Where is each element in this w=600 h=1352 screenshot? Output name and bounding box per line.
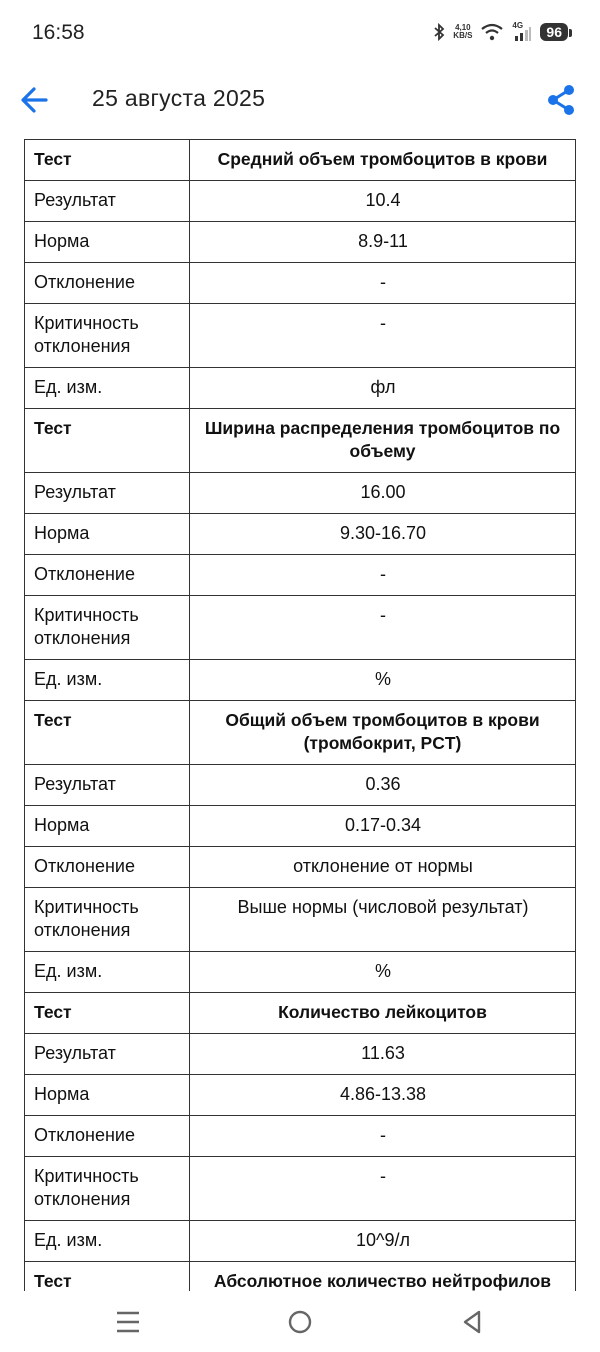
criticality-value: - (190, 596, 576, 660)
results-table (24, 139, 576, 1344)
unit-value: фл (190, 368, 576, 409)
table-row-unit (25, 660, 576, 701)
row-label: Результат (25, 765, 190, 806)
table-row-result (25, 473, 576, 514)
criticality-value: Выше нормы (числовой результат) (190, 888, 576, 952)
table-row-criticality (25, 304, 576, 368)
status-time: 16:58 (32, 21, 85, 44)
status-icons (433, 22, 568, 42)
row-label: Ед. изм. (25, 368, 190, 409)
menu-icon[interactable] (113, 1307, 143, 1337)
status-bar (0, 0, 600, 66)
app-bar (0, 66, 600, 134)
deviation-value: отклонение от нормы (190, 847, 576, 888)
result-value: 16.00 (190, 473, 576, 514)
table-row-result (25, 765, 576, 806)
row-label: Тест (25, 701, 190, 765)
table-row-norm (25, 806, 576, 847)
page-title: 25 августа 2025 (92, 85, 266, 111)
table-row-deviation (25, 555, 576, 596)
row-label: Отклонение (25, 263, 190, 304)
arrow-left-icon[interactable] (16, 82, 52, 118)
norm-value: 8.9-11 (190, 222, 576, 263)
table-row-criticality (25, 1157, 576, 1221)
row-label: Отклонение (25, 1116, 190, 1157)
net-speed: 4,10 KB/S (453, 23, 473, 40)
deviation-value: - (190, 555, 576, 596)
row-label: Норма (25, 806, 190, 847)
table-row-deviation (25, 847, 576, 888)
row-label: Ед. изм. (25, 1221, 190, 1262)
table-row-deviation (25, 1116, 576, 1157)
result-value: 11.63 (190, 1034, 576, 1075)
unit-value: % (190, 952, 576, 993)
system-nav-bar (0, 1291, 600, 1352)
cell-signal (512, 22, 532, 42)
table-row-test (25, 993, 576, 1034)
table-row-unit (25, 368, 576, 409)
table-row-test (25, 701, 576, 765)
row-label: Результат (25, 181, 190, 222)
row-label: Тест (25, 993, 190, 1034)
test-name: Общий объем тромбоцитов в крови (тромбокрит, PCT) (190, 701, 576, 765)
row-label: Ед. изм. (25, 660, 190, 701)
table-row-unit (25, 952, 576, 993)
row-label: Норма (25, 1075, 190, 1116)
test-name: Ширина распределения тромбоцитов по объему (190, 409, 576, 473)
table-row-criticality (25, 888, 576, 952)
row-label: Тест (25, 140, 190, 181)
table-row-result (25, 181, 576, 222)
result-value: 0.36 (190, 765, 576, 806)
table-row-result (25, 1034, 576, 1075)
row-label: Отклонение (25, 555, 190, 596)
table-row-norm (25, 222, 576, 263)
result-value: 10.4 (190, 181, 576, 222)
test-name: Средний объем тромбоцитов в крови (190, 140, 576, 181)
test-name: Количество лейкоцитов (190, 993, 576, 1034)
row-label: Критичность отклонения (25, 596, 190, 660)
network-type: 4G (512, 21, 524, 30)
deviation-value: - (190, 1116, 576, 1157)
unit-value: % (190, 660, 576, 701)
table-row-norm (25, 514, 576, 555)
share-icon[interactable] (544, 82, 578, 118)
deviation-value: - (190, 263, 576, 304)
row-label: Тест (25, 409, 190, 473)
battery-icon: 96 (540, 23, 568, 41)
table-row-norm (25, 1075, 576, 1116)
row-label: Норма (25, 222, 190, 263)
row-label: Критичность отклонения (25, 888, 190, 952)
norm-value: 4.86-13.38 (190, 1075, 576, 1116)
row-label: Норма (25, 514, 190, 555)
row-label: Результат (25, 1034, 190, 1075)
home-icon[interactable] (285, 1307, 315, 1337)
signal-icon (512, 22, 532, 42)
row-label: Отклонение (25, 847, 190, 888)
row-label: Критичность отклонения (25, 1157, 190, 1221)
table-row-unit (25, 1221, 576, 1262)
table-row-deviation (25, 263, 576, 304)
row-label: Ед. изм. (25, 952, 190, 993)
results-scroll-area[interactable] (0, 139, 600, 1291)
table-row-criticality (25, 596, 576, 660)
table-row-test (25, 140, 576, 181)
bluetooth-icon (433, 23, 445, 41)
back-nav-icon[interactable] (457, 1307, 487, 1337)
table-row-test (25, 409, 576, 473)
norm-value: 0.17-0.34 (190, 806, 576, 847)
wifi-icon (480, 23, 504, 41)
row-label: Критичность отклонения (25, 304, 190, 368)
criticality-value: - (190, 1157, 576, 1221)
unit-value: 10^9/л (190, 1221, 576, 1262)
row-label: Результат (25, 473, 190, 514)
row-label: Тест (25, 1262, 190, 1303)
norm-value: 9.30-16.70 (190, 514, 576, 555)
test-name: Абсолютное количество нейтрофилов (190, 1262, 576, 1303)
criticality-value: - (190, 304, 576, 368)
